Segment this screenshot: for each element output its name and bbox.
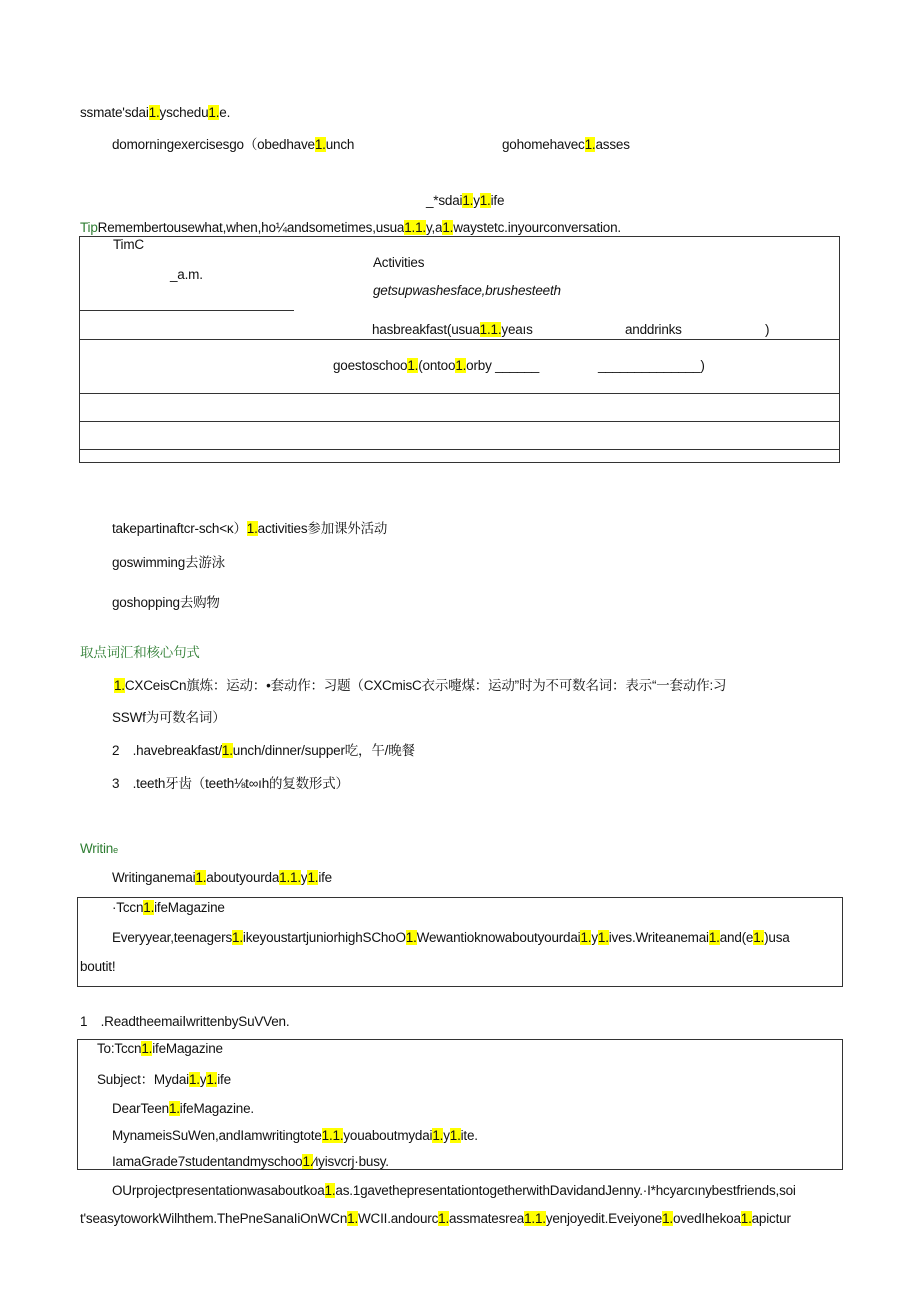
read-instruction: 1 .ReadtheemaiⅠwrittenbySuVVen. [80, 1014, 290, 1029]
time-cell: _a.m. [170, 267, 203, 282]
table-divider [80, 421, 839, 422]
email-greeting: DearTeen1.ifeMagazine. [112, 1101, 254, 1116]
paragraph-line-1: OUrprojectpresentationwasaboutkoa1.as.1gavethepresentationtogetherwithDavidandJenny.·I*hcyarcınybestfriends,soi [112, 1183, 796, 1198]
writing-heading: Writine [80, 841, 118, 856]
table-divider [80, 449, 839, 450]
schedule-title: ssmate'sdai1.yschedu1.e. [80, 105, 231, 120]
tip-line: TipRemembertousewhat,when,ho¼andsometimes,usua1.1.y,a1.waystetc.inyourconversation. [80, 220, 621, 235]
activity-row-2: hasbreakfast(usua1.1.yeaıs [372, 322, 533, 337]
activity-row-2-drinks: anddrinks [625, 322, 682, 337]
activity-row-3: goestoschoo1.(ontoo1.orby ______ [333, 358, 540, 373]
activity-row-2-close: ) [765, 322, 770, 337]
notice-body-line-1: Everyyear,teenagers1.ikeyoustartjuniorhighSChoO1.Wewantioknowaboutyourdai1.y1.ives.Writeanemai1.and(e1.)usa [112, 930, 790, 945]
table-divider [80, 393, 839, 394]
paragraph-line-2: t'seasytoworkWilhthem.ThePneSanaIiOnWCn1.WCII.andourc1.assmatesrea1.1.yenjoyedit.Eveiyone1.ovedIhekoa1.apictur [80, 1211, 791, 1226]
vocab-item-2: 2 .havebreakfast/1.unch/dinner/supper吃，午/晚餐 [112, 743, 415, 758]
writing-task: Writinganemai1.aboutyourda1.1.y1.ife [112, 870, 332, 885]
phrase-list-left: domorningexercisesgo（obedhave1.unch [112, 137, 355, 152]
notice-title: ·Tccn1.ifeMagazine [112, 900, 225, 915]
activity-row-3-blank: ______________) [598, 358, 705, 373]
table-divider [80, 339, 839, 340]
email-to: To:Tccn1.ifeMagazine [97, 1041, 223, 1056]
time-header: TimC [113, 237, 144, 252]
phrase-shopping: goshopping去购物 [112, 595, 220, 610]
activity-row-1: getsupwashesface,brushesteeth [373, 283, 561, 298]
phrase-list-right: gohomehavec1.asses [502, 137, 630, 152]
email-line-1: MynameisSuWen,andIamwritingtote1.1.youaboutmydai1.y1.ite. [112, 1128, 478, 1143]
daily-life-title: _*sdai1.y1.ife [426, 193, 505, 208]
table-divider [80, 310, 294, 311]
notice-body-line-2: boutit! [80, 959, 116, 974]
phrase-after-school: takepartinaftcr-sch<κ）1.activities参加课外活动 [112, 521, 388, 536]
vocab-heading: 取点词汇和核心句式 [80, 645, 200, 660]
vocab-item-3: 3 .teeth牙齿（teeth⅛t∞ıh的复数形式） [112, 776, 349, 791]
email-line-2: IamaGrade7studentandmyschoo1.∕ιyisvcrj·busy. [112, 1154, 389, 1169]
phrase-swimming: goswimming去游泳 [112, 555, 225, 570]
tip-label: Tip [80, 220, 98, 235]
email-subject: Subject：Mydai1.y1.ife [97, 1072, 231, 1087]
vocab-item-1: 1.CXCeisCn旗炼：运动：•套动作：习题（CXCmisC衣示嚏煤：运动”时为不可数名词：表示“一套动作:习 [114, 678, 727, 693]
vocab-item-1-cont: SSWf为可数名词） [112, 710, 226, 725]
activities-header: Activities [373, 255, 425, 270]
